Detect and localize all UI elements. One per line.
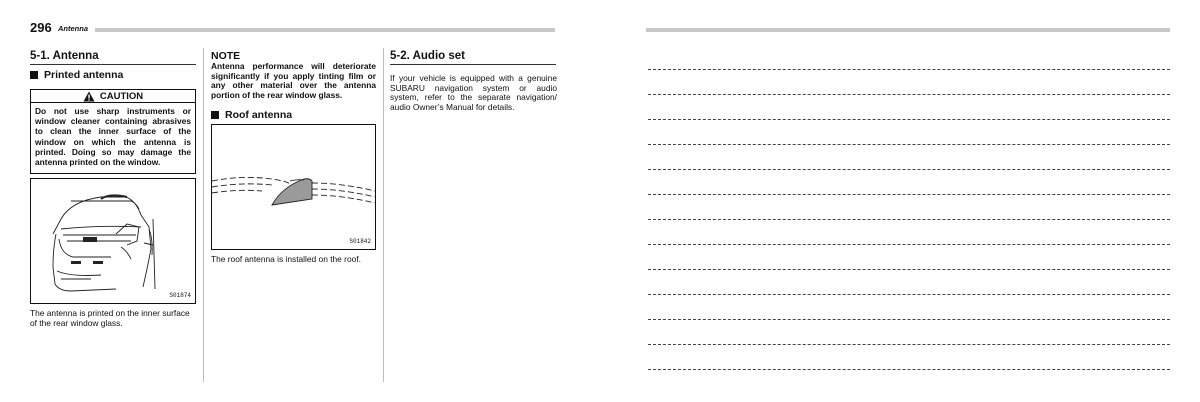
notes-line — [648, 169, 1170, 170]
rear-window-illustration — [31, 179, 195, 303]
figure-code: S01874 — [169, 292, 191, 299]
roof-antenna-illustration — [212, 125, 375, 249]
caption-roof-antenna: The roof antenna is installed on the roof. — [211, 254, 361, 264]
page-number: 296 — [30, 20, 52, 35]
figure-code: S01842 — [349, 238, 371, 245]
notes-line — [648, 69, 1170, 70]
note-text: Antenna performance will deteriorate significantly if you apply tinting film or any other material over the antenna portion of the rear window glass. — [211, 61, 376, 100]
notes-line — [648, 244, 1170, 245]
header-bar — [95, 28, 555, 32]
notes-line — [648, 319, 1170, 320]
section-title-audio-set: 5-2. Audio set — [390, 50, 465, 62]
subsection-printed-antenna — [30, 69, 123, 81]
notes-line — [648, 294, 1170, 295]
bullet-square-icon — [30, 71, 38, 79]
caution-label: CAUTION — [99, 90, 144, 102]
audio-set-text: If your vehicle is equipped with a genuine SUBARU navigation system or audio system, refer to the separate navigation/ audio Owner’s Manual for details. — [390, 73, 557, 112]
note-title: NOTE — [211, 50, 241, 62]
running-header-section: Antenna — [58, 24, 88, 33]
notes-line — [648, 219, 1170, 220]
section-rule — [390, 64, 556, 65]
notes-line — [648, 119, 1170, 120]
caption-printed-antenna: The antenna is printed on the inner surface of the rear window glass. — [30, 308, 190, 328]
section-rule — [30, 64, 196, 65]
subsection-label: Roof antenna — [225, 109, 293, 121]
notes-line — [648, 344, 1170, 345]
subsection-label: Printed antenna — [44, 69, 124, 81]
caution-header — [30, 89, 196, 103]
section-title-antenna: 5-1. Antenna — [30, 50, 99, 62]
subsection-roof-antenna — [211, 109, 292, 121]
bullet-square-icon — [211, 111, 219, 119]
notes-line — [648, 94, 1170, 95]
column-divider — [383, 48, 384, 382]
column-divider — [203, 48, 204, 382]
figure-printed-antenna — [30, 178, 196, 304]
caution-text: Do not use sharp instruments or window cleaner containing abrasives to clean the inner surface of the window on which the antenna is printed. Doing so may damage the antenna printed on the window. — [30, 103, 196, 174]
header-bar-right — [646, 28, 1170, 32]
notes-line — [648, 194, 1170, 195]
warning-triangle-icon — [83, 91, 95, 102]
notes-line — [648, 144, 1170, 145]
figure-roof-antenna — [211, 124, 376, 250]
notes-line — [648, 269, 1170, 270]
notes-line — [648, 369, 1170, 370]
